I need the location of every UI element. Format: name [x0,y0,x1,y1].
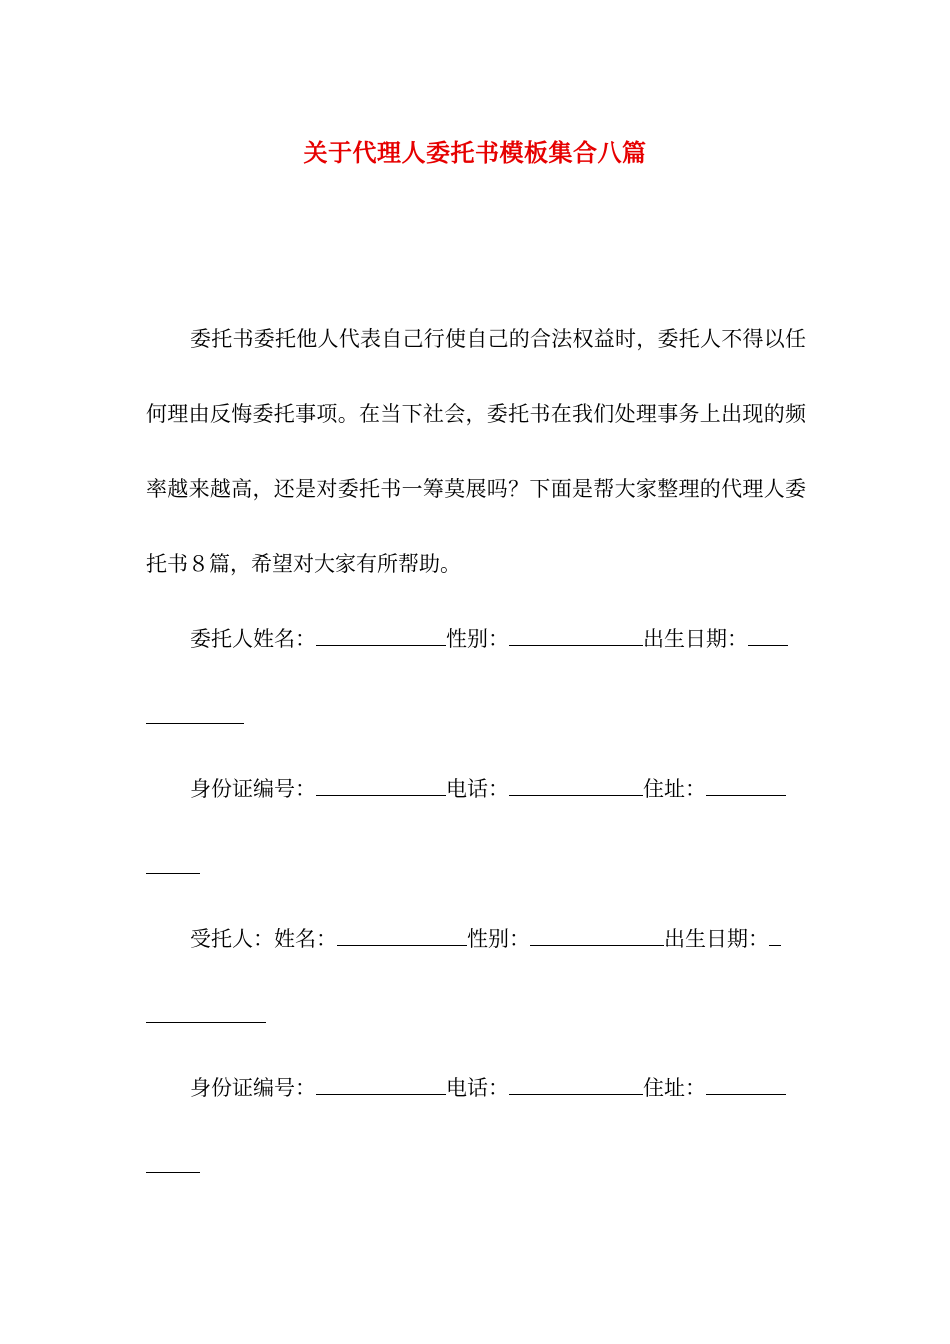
agent-name-label: 受托人：姓名： [190,927,337,951]
agent-address-blank-continued [146,1171,200,1173]
document-title: 关于代理人委托书模板集合八篇 [303,138,647,167]
agent-phone-blank [509,1080,643,1095]
agent-id-label: 身份证编号： [190,1076,316,1100]
agent-birth-blank [769,931,781,946]
agent-gender-label: 性别： [467,927,530,951]
agent-id-blank [316,1080,446,1095]
agent-address-label: 住址： [643,1076,706,1100]
agent-gender-blank [530,931,664,946]
agent-name-blank [337,931,467,946]
principal-birth-blank [748,631,788,646]
principal-id-blank [316,781,446,796]
agent-phone-label: 电话： [446,1076,509,1100]
principal-phone-label: 电话： [446,777,509,801]
agent-address-blank [706,1080,786,1095]
principal-info-row [146,619,806,659]
agent-birth-blank-continued [146,1021,266,1023]
principal-birth-blank-continued [146,722,244,724]
principal-address-label: 住址： [643,777,706,801]
principal-birth-label: 出生日期： [643,627,748,651]
agent-contact-row [146,1068,806,1108]
principal-contact-row [146,769,806,809]
agent-birth-label: 出生日期： [664,927,769,951]
principal-id-label: 身份证编号： [190,777,316,801]
principal-gender-label: 性别： [446,627,509,651]
principal-phone-blank [509,781,643,796]
principal-address-blank-continued [146,872,200,874]
principal-name-label: 委托人姓名： [190,627,316,651]
principal-name-blank [316,631,446,646]
agent-info-row [146,919,806,959]
principal-gender-blank [509,631,643,646]
principal-address-blank [706,781,786,796]
intro-paragraph: 委托书委托他人代表自己行使自己的合法权益时，委托人不得以任何理由反悔委托事项。在当下社会，委托书在我们处理事务上出现的频率越来越高，还是对委托书一筹莫展吗？下面是帮大家整理的代理人委托书８篇，希望对大家有所帮助。 [146,327,806,576]
